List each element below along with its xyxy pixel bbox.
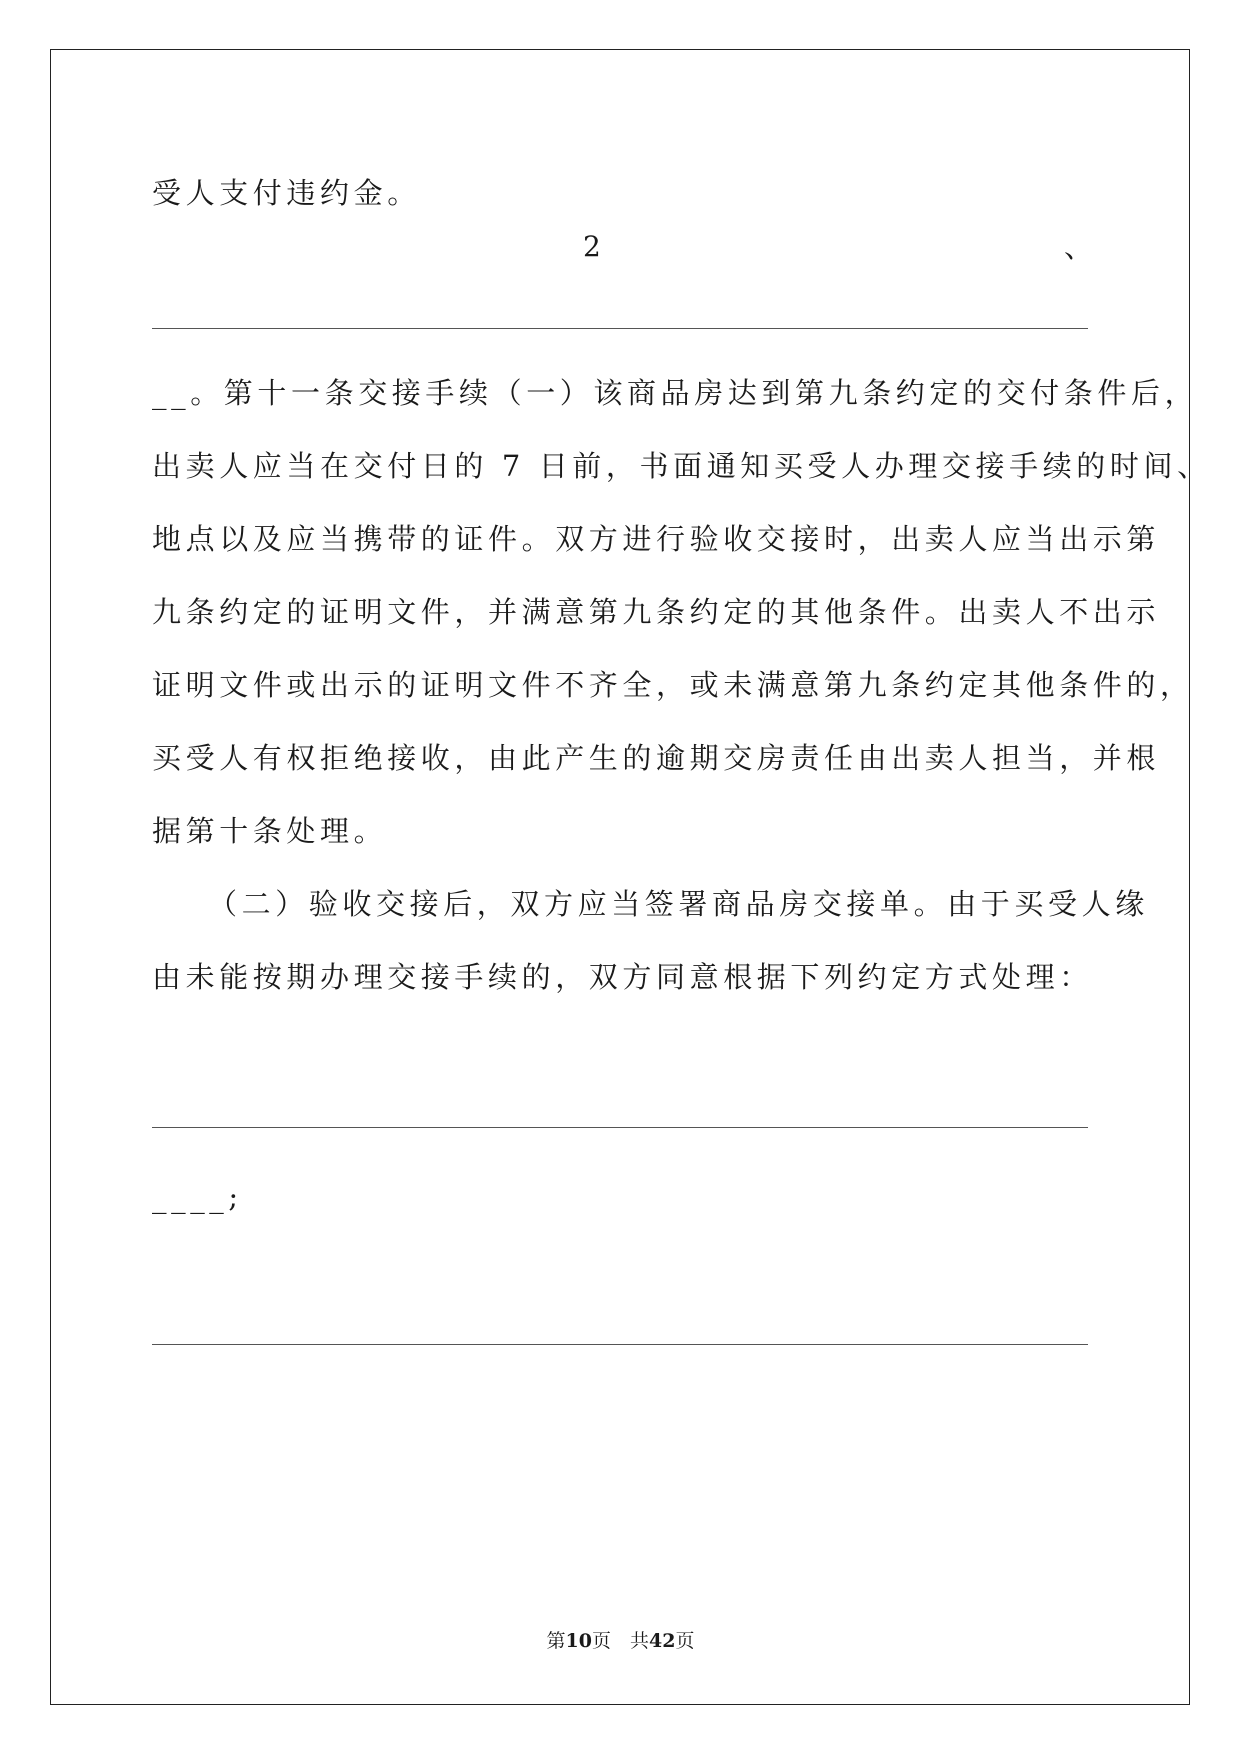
- text-line-10: 由未能按期办理交接手续的，双方同意根据下列约定方式处理：: [152, 960, 1093, 994]
- text-line-3: 出卖人应当在交付日的 7 日前，书面通知买受人办理交接手续的时间、: [152, 449, 1211, 483]
- blank-rule-2: [152, 1127, 1088, 1128]
- enumeration-comma: 、: [1064, 230, 1094, 264]
- text-line-6: 证明文件或出示的证明文件不齐全，或未满意第九条约定其他条件的，: [152, 668, 1194, 702]
- text-line-9: （二）验收交接后，双方应当签署商品房交接单。由于买受人缘: [208, 887, 1149, 921]
- text-line-5: 九条约定的证明文件，并满意第九条约定的其他条件。出卖人不出示: [152, 595, 1161, 629]
- item-number: 2: [583, 230, 601, 263]
- footer-prefix: 第: [546, 1630, 566, 1652]
- footer-suffix: 页: [675, 1630, 695, 1652]
- text-line-2: __。第十一条交接手续（一）该商品房达到第九条约定的交付条件后，: [152, 376, 1199, 410]
- footer-mid: 页 共: [591, 1630, 649, 1652]
- text-line-11: ____;: [152, 1180, 243, 1214]
- text-line-4: 地点以及应当携带的证件。双方进行验收交接时，出卖人应当出示第: [152, 522, 1161, 556]
- text-line-1: 受人支付违约金。: [152, 176, 421, 210]
- text-line-8: 据第十条处理。: [152, 814, 388, 848]
- page-footer: [0, 1629, 1241, 1653]
- page-border: [50, 49, 1190, 1705]
- blank-rule-3: [152, 1344, 1088, 1345]
- text-line-7: 买受人有权拒绝接收，由此产生的逾期交房责任由出卖人担当，并根: [152, 741, 1161, 775]
- blank-rule-1: [152, 328, 1088, 329]
- current-page-number: 10: [565, 1630, 592, 1652]
- total-page-number: 42: [649, 1630, 676, 1652]
